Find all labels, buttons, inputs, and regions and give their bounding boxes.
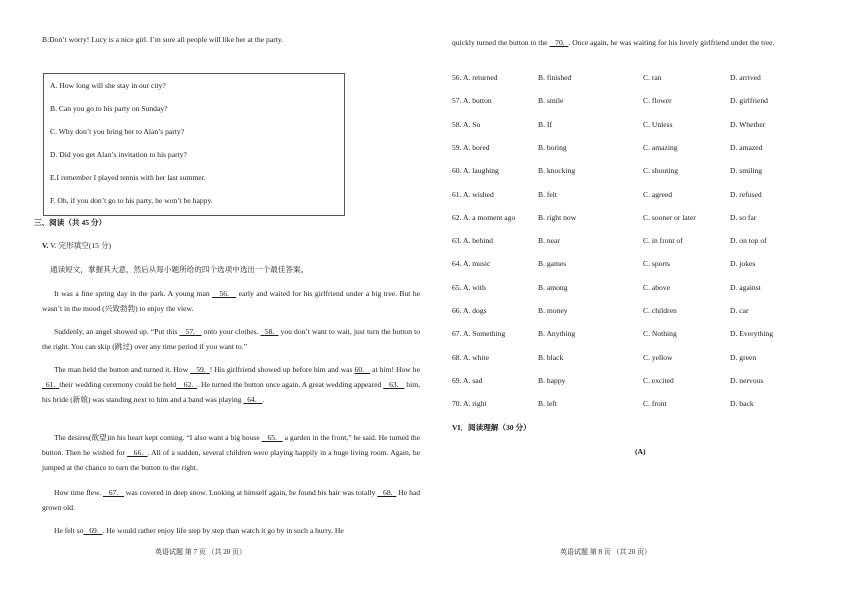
question-row [430, 329, 860, 341]
answer-option: 64. A. music [452, 259, 491, 269]
question-row [430, 283, 860, 295]
answer-option: C. children [643, 306, 677, 315]
answer-option: 60. A. laughing [452, 166, 499, 176]
answer-option: 57. A. button [452, 96, 492, 106]
paragraph-4: The desires(欲望)in his heart kept coming. “I also want a big house 65. a garden in the front,” he said. He turned the button. Then he wished for 66. . All of a sudden, several children were playing happily in a huge living room. Again, he jumped at the chance to turn the button to the right. [42, 433, 421, 472]
answer-option: C. above [643, 282, 670, 292]
answer-option: 66. A. dogs [452, 306, 487, 315]
answer-option: D. green [730, 352, 757, 362]
page-footer: 英语试题 第 8 页 （共 20 页） [560, 548, 651, 556]
sub-heading-a: (A) [635, 447, 646, 456]
answer-option: D. back [730, 399, 754, 409]
dialog-line: B:Don’t worry! Lucy is a nice girl. I’m sure all people will like her at the party. [42, 35, 284, 44]
question-row [430, 236, 860, 248]
answer-option: D. refused [730, 189, 762, 199]
part-vi-heading: VI．阅读理解（30 分） [452, 423, 531, 432]
answer-option: D. arrived [730, 73, 761, 82]
answer-option: 59. A. bored [452, 142, 490, 152]
option-e: E.I remember I played tennis with her last summer. [50, 173, 206, 182]
blank-69: 69. [89, 526, 99, 535]
answer-option: 65. A. with [452, 282, 486, 292]
question-row [430, 143, 860, 155]
question-row [430, 73, 860, 85]
answer-option: C. Unless [643, 119, 673, 129]
answer-option: C. in front of [643, 236, 683, 246]
question-row [430, 96, 860, 108]
answer-option: B. knocking [538, 166, 576, 176]
answer-option: 63. A. behind [452, 236, 493, 246]
option-b: B. Can you go to his party on Sunday? [50, 104, 168, 113]
option-d: D. Did you get Alan’s invitation to his party? [50, 150, 187, 159]
blank-65: 65. [267, 433, 277, 442]
blank-68: 68. [383, 488, 393, 497]
question-row [430, 399, 860, 411]
answer-option: B. boring [538, 142, 567, 152]
answer-option: D. amazed [730, 142, 763, 152]
blank-59: 59. [196, 365, 206, 374]
answer-option: B. black [538, 352, 564, 362]
answer-option: B. right now [538, 212, 577, 222]
paragraph-2: Suddenly, an angel showed up. “Put this 57. onto your clothes. 58. you don’t want to wait, just turn the button to the right. You can skip (跳过) over any time period if you want to.” [42, 327, 421, 351]
answer-option: D. on top of [730, 236, 767, 246]
answer-option: B. happy [538, 375, 566, 385]
answer-option: 62. A. a moment ago [452, 212, 516, 222]
answer-option: D. so far [730, 212, 757, 222]
answer-option: C. sooner or later [643, 212, 696, 222]
answer-option: D. Everything [730, 329, 774, 339]
answer-option: C. flower [643, 96, 672, 106]
answer-option: C. front [643, 399, 667, 409]
answer-option: 68. A. white [452, 352, 490, 362]
answer-option: B. money [538, 306, 568, 315]
blank-64: 64. [247, 395, 257, 404]
blank-57: 57. [185, 327, 196, 336]
answer-option: 61. A. wished [452, 189, 494, 199]
page-footer: 英语试题 第 7 页 （共 20 页） [155, 548, 246, 556]
answer-option: C. yellow [643, 352, 673, 362]
blank-70: 70. [555, 38, 565, 47]
question-row [430, 120, 860, 132]
answer-option: B. left [538, 399, 557, 409]
answer-option: B. If [538, 119, 552, 129]
question-row [430, 259, 860, 271]
section-heading: 三、阅读（共 45 分） [34, 218, 107, 227]
answer-option: B. among [538, 282, 568, 292]
answer-option: C. ran [643, 73, 662, 82]
answer-option: B. finished [538, 73, 572, 82]
answer-option: B. games [538, 259, 567, 269]
blank-61: 61. [45, 380, 56, 389]
answer-option: 70. A. right [452, 399, 487, 409]
paragraph-3: The man held the button and turned it. How 59. ! His girlfriend showed up before him and was 60. at him! How he 61. their wedding ceremony could be held 62. . He turned the button once again. A great wedding appeared 63. him, his bride (新娘) was standing next to him and a band was playing 64. . [42, 365, 421, 404]
paragraph-6: He felt so 69. . He would rather enjoy life step by step than watch it go by in such a hurry. He [54, 526, 344, 535]
paragraph-6-continued: quickly turned the button to the 70. . Once again, he was waiting for his lovely girlfriend under the tree. [452, 38, 775, 47]
answer-option: C. excited [643, 375, 674, 385]
instruction: 通读短文，掌握其大意，然后从每小题所给的四个选项中选出一个最佳答案。 [50, 265, 309, 274]
answer-option: C. shouting [643, 166, 679, 176]
answer-option: D. Whether [730, 119, 766, 129]
question-row [430, 166, 860, 178]
question-row [430, 213, 860, 225]
answer-option: 67. A. Something [452, 329, 506, 339]
answer-option: B. felt [538, 189, 557, 199]
blank-60: 60. [354, 365, 365, 374]
answer-option: C. amazing [643, 142, 678, 152]
answer-option: 69. A. sad [452, 375, 483, 385]
question-row [430, 353, 860, 365]
part-v-heading: V. V. 完形填空(15 分) [42, 241, 111, 250]
part-v-title: V. 完形填空(15 分) [50, 241, 111, 250]
paragraph-1: It was a fine spring day in the park. A young man 56. early and waited for his girlfriend under a big tree. But he wasn’t in the mood (兴致勃勃) to enjoy the view. [42, 289, 420, 313]
options-box [43, 73, 345, 216]
blank-66: 66. [133, 448, 144, 457]
option-c: C. Why don’t you bring her to Alan’s party? [50, 127, 185, 136]
blank-58: 58. [264, 327, 275, 336]
blank-62: 62. [183, 380, 194, 389]
answer-option: 56. A. returned [452, 73, 498, 82]
answer-option: D. smiling [730, 166, 763, 176]
answer-option: D. girlfriend [730, 96, 768, 106]
answer-option: C. sports [643, 259, 671, 269]
answer-option: 58. A. So [452, 119, 481, 129]
answer-option: D. nervous [730, 375, 764, 385]
paragraph-5: How time flew. 67. was covered in deep snow. Looking at himself again, he found his hair was totally 68. He had grown old. [42, 488, 421, 512]
option-f: F. Oh, if you don’t go to his party, he won’t be happy. [50, 196, 213, 205]
answer-option: D. against [730, 282, 761, 292]
answer-option: C. agreed [643, 189, 673, 199]
answer-option: D. jokes [730, 259, 756, 269]
page-8 [430, 0, 860, 607]
option-a: A. How long will she stay in our city? [50, 81, 166, 90]
blank-56: 56. [219, 289, 229, 298]
blank-67: 67. [108, 488, 119, 497]
answer-option: D. car [730, 306, 749, 315]
question-row [430, 306, 860, 318]
answer-option: B. Anything [538, 329, 576, 339]
question-row [430, 376, 860, 388]
answer-option: B. smile [538, 96, 564, 106]
answer-option: C. Nothing [643, 329, 677, 339]
question-row [430, 190, 860, 202]
answer-option: B. near [538, 236, 560, 246]
blank-63: 63. [389, 380, 399, 389]
